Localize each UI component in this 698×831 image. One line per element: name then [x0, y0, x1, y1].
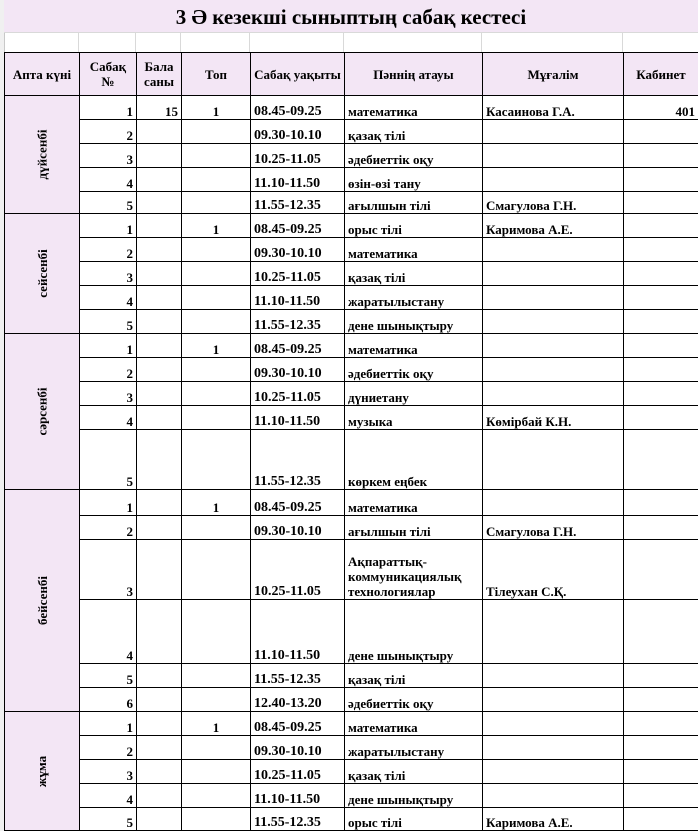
- lesson-no-cell[interactable]: 3: [80, 760, 137, 784]
- student-count-cell[interactable]: [137, 712, 182, 736]
- table-row: [5, 490, 698, 516]
- teacher-cell[interactable]: Каримова А.Е.: [483, 808, 624, 831]
- header-row: [5, 53, 698, 96]
- lesson-time-cell[interactable]: 11.10-11.50: [251, 600, 345, 664]
- group-cell[interactable]: [182, 784, 251, 808]
- subject-cell[interactable]: өзін-өзі тану: [345, 168, 483, 192]
- room-cell[interactable]: [624, 214, 698, 238]
- header-subject: Пәннің атауы: [345, 53, 483, 96]
- subject-cell[interactable]: дене шынықтыру: [345, 600, 483, 664]
- teacher-cell[interactable]: Тілеухан С.Қ.: [483, 540, 624, 600]
- table-row: [5, 192, 698, 214]
- header-student-count: Бала саны: [137, 53, 182, 96]
- teacher-cell[interactable]: [483, 238, 624, 262]
- student-count-cell[interactable]: [137, 120, 182, 144]
- lesson-no-cell[interactable]: 4: [80, 406, 137, 430]
- lesson-no-cell[interactable]: 2: [80, 516, 137, 540]
- schedule-table: [4, 52, 698, 831]
- student-count-cell[interactable]: [137, 286, 182, 310]
- teacher-cell[interactable]: Смагулова Г.Н.: [483, 192, 624, 214]
- room-cell[interactable]: [624, 168, 698, 192]
- student-count-cell[interactable]: [137, 358, 182, 382]
- lesson-no-cell[interactable]: 3: [80, 144, 137, 168]
- teacher-cell[interactable]: [483, 358, 624, 382]
- room-cell[interactable]: [624, 688, 698, 712]
- group-cell[interactable]: 1: [182, 490, 251, 516]
- group-cell[interactable]: [182, 262, 251, 286]
- header-lesson-no: Сабақ №: [80, 53, 137, 96]
- lesson-time-cell[interactable]: 09.30-10.10: [251, 120, 345, 144]
- table-row: [5, 736, 698, 760]
- lesson-time-cell[interactable]: 11.55-12.35: [251, 430, 345, 490]
- lesson-time-cell[interactable]: 11.55-12.35: [251, 664, 345, 688]
- teacher-cell[interactable]: [483, 168, 624, 192]
- teacher-cell[interactable]: [483, 688, 624, 712]
- day-label: жұма: [34, 755, 50, 787]
- lesson-no-cell[interactable]: 4: [80, 600, 137, 664]
- page-title: 3 Ә кезекші сыныптың сабақ кестесі: [4, 0, 698, 33]
- group-cell[interactable]: [182, 430, 251, 490]
- header-day: Апта күні: [5, 53, 80, 96]
- subject-cell[interactable]: қазақ тілі: [345, 664, 483, 688]
- table-row: [5, 516, 698, 540]
- lesson-time-cell[interactable]: 09.30-10.10: [251, 736, 345, 760]
- teacher-cell[interactable]: [483, 334, 624, 358]
- table-row: [5, 430, 698, 490]
- teacher-cell[interactable]: [483, 736, 624, 760]
- lesson-time-cell[interactable]: 10.25-11.05: [251, 540, 345, 600]
- group-cell[interactable]: 1: [182, 334, 251, 358]
- lesson-no-cell[interactable]: 1: [80, 96, 137, 120]
- lesson-time-cell[interactable]: 11.10-11.50: [251, 286, 345, 310]
- student-count-cell[interactable]: [137, 214, 182, 238]
- header-group: Топ: [182, 53, 251, 96]
- lesson-time-cell[interactable]: 12.40-13.20: [251, 688, 345, 712]
- header-teacher: Мұғалім: [483, 53, 624, 96]
- subject-cell[interactable]: дене шынықтыру: [345, 310, 483, 334]
- subject-cell[interactable]: қазақ тілі: [345, 120, 483, 144]
- group-cell[interactable]: 1: [182, 712, 251, 736]
- table-row: [5, 808, 698, 831]
- student-count-cell[interactable]: [137, 808, 182, 831]
- lesson-time-cell[interactable]: 10.25-11.05: [251, 144, 345, 168]
- room-cell[interactable]: [624, 600, 698, 664]
- lesson-no-cell[interactable]: 1: [80, 334, 137, 358]
- group-cell[interactable]: [182, 736, 251, 760]
- group-cell[interactable]: [182, 310, 251, 334]
- room-cell[interactable]: [624, 736, 698, 760]
- day-cell[interactable]: [5, 96, 80, 214]
- lesson-time-cell[interactable]: 11.10-11.50: [251, 784, 345, 808]
- header-lesson-time: Сабақ уақыты: [251, 53, 345, 96]
- day-cell[interactable]: [5, 334, 80, 490]
- lesson-time-cell[interactable]: 11.55-12.35: [251, 192, 345, 214]
- table-row: [5, 286, 698, 310]
- student-count-cell[interactable]: [137, 238, 182, 262]
- room-cell[interactable]: [624, 784, 698, 808]
- room-cell[interactable]: [624, 760, 698, 784]
- student-count-cell[interactable]: [137, 144, 182, 168]
- student-count-cell[interactable]: [137, 490, 182, 516]
- lesson-time-cell[interactable]: 09.30-10.10: [251, 516, 345, 540]
- room-cell[interactable]: [624, 120, 698, 144]
- lesson-no-cell[interactable]: 5: [80, 310, 137, 334]
- student-count-cell[interactable]: [137, 192, 182, 214]
- lesson-no-cell[interactable]: 4: [80, 168, 137, 192]
- room-cell[interactable]: [624, 540, 698, 600]
- room-cell[interactable]: [624, 144, 698, 168]
- student-count-cell[interactable]: [137, 600, 182, 664]
- teacher-cell[interactable]: [483, 310, 624, 334]
- day-cell[interactable]: [5, 712, 80, 831]
- lesson-no-cell[interactable]: 1: [80, 490, 137, 516]
- student-count-cell[interactable]: [137, 784, 182, 808]
- student-count-cell[interactable]: [137, 516, 182, 540]
- room-cell[interactable]: [624, 382, 698, 406]
- group-cell[interactable]: 1: [182, 214, 251, 238]
- room-cell[interactable]: [624, 664, 698, 688]
- group-cell[interactable]: [182, 664, 251, 688]
- table-row: [5, 214, 698, 238]
- room-cell[interactable]: [624, 712, 698, 736]
- table-row: [5, 760, 698, 784]
- lesson-time-cell[interactable]: 10.25-11.05: [251, 382, 345, 406]
- room-cell[interactable]: [624, 808, 698, 831]
- subject-cell[interactable]: математика: [345, 238, 483, 262]
- lesson-no-cell[interactable]: 5: [80, 664, 137, 688]
- room-cell[interactable]: [624, 406, 698, 430]
- table-row: [5, 382, 698, 406]
- group-cell[interactable]: 1: [182, 96, 251, 120]
- room-cell[interactable]: [624, 192, 698, 214]
- day-label: сәрсенбі: [34, 387, 50, 436]
- student-count-cell[interactable]: 15: [137, 96, 182, 120]
- lesson-time-cell[interactable]: 08.45-09.25: [251, 334, 345, 358]
- room-cell[interactable]: [624, 334, 698, 358]
- student-count-cell[interactable]: [137, 430, 182, 490]
- subject-cell[interactable]: орыс тілі: [345, 214, 483, 238]
- group-cell[interactable]: [182, 406, 251, 430]
- group-cell[interactable]: [182, 760, 251, 784]
- group-cell[interactable]: [182, 120, 251, 144]
- group-cell[interactable]: [182, 540, 251, 600]
- group-cell[interactable]: [182, 192, 251, 214]
- student-count-cell[interactable]: [137, 262, 182, 286]
- table-row: [5, 358, 698, 382]
- table-row: [5, 262, 698, 286]
- group-cell[interactable]: [182, 808, 251, 831]
- teacher-cell[interactable]: Смагулова Г.Н.: [483, 516, 624, 540]
- room-cell[interactable]: [624, 310, 698, 334]
- subject-cell[interactable]: дене шынықтыру: [345, 784, 483, 808]
- group-cell[interactable]: [182, 358, 251, 382]
- day-label: дүйсенбі: [34, 129, 50, 180]
- student-count-cell[interactable]: [137, 760, 182, 784]
- teacher-cell[interactable]: [483, 382, 624, 406]
- subject-cell[interactable]: әдебиеттік оқу: [345, 144, 483, 168]
- lesson-no-cell[interactable]: 4: [80, 784, 137, 808]
- subject-cell[interactable]: ағылшын тілі: [345, 516, 483, 540]
- day-label: сейсенбі: [34, 249, 50, 298]
- subject-cell[interactable]: математика: [345, 96, 483, 120]
- lesson-no-cell[interactable]: 1: [80, 214, 137, 238]
- subject-cell[interactable]: орыс тілі: [345, 808, 483, 831]
- teacher-cell[interactable]: Касаинова Г.А.: [483, 96, 624, 120]
- teacher-cell[interactable]: [483, 600, 624, 664]
- table-row: [5, 168, 698, 192]
- teacher-cell[interactable]: Каримова А.Е.: [483, 214, 624, 238]
- lesson-no-cell[interactable]: 5: [80, 808, 137, 831]
- group-cell[interactable]: [182, 286, 251, 310]
- room-cell[interactable]: [624, 238, 698, 262]
- student-count-cell[interactable]: [137, 540, 182, 600]
- teacher-cell[interactable]: Көмірбай К.Н.: [483, 406, 624, 430]
- lesson-no-cell[interactable]: 3: [80, 540, 137, 600]
- table-row: [5, 540, 698, 600]
- lesson-time-cell[interactable]: 08.45-09.25: [251, 712, 345, 736]
- table-row: [5, 688, 698, 712]
- subject-cell[interactable]: дүниетану: [345, 382, 483, 406]
- teacher-cell[interactable]: [483, 760, 624, 784]
- table-row: [5, 784, 698, 808]
- teacher-cell[interactable]: [483, 430, 624, 490]
- lesson-no-cell[interactable]: 6: [80, 688, 137, 712]
- lesson-time-cell[interactable]: 11.55-12.35: [251, 310, 345, 334]
- student-count-cell[interactable]: [137, 406, 182, 430]
- subject-cell[interactable]: математика: [345, 334, 483, 358]
- room-cell[interactable]: [624, 286, 698, 310]
- teacher-cell[interactable]: [483, 712, 624, 736]
- room-cell[interactable]: [624, 262, 698, 286]
- day-label: бейсенбі: [34, 576, 50, 625]
- subject-cell[interactable]: ағылшын тілі: [345, 192, 483, 214]
- room-cell[interactable]: 401: [624, 96, 698, 120]
- empty-row: [4, 33, 698, 52]
- group-cell[interactable]: [182, 144, 251, 168]
- subject-cell[interactable]: әдебиеттік оқу: [345, 688, 483, 712]
- student-count-cell[interactable]: [137, 736, 182, 760]
- lesson-time-cell[interactable]: 10.25-11.05: [251, 760, 345, 784]
- table-row: [5, 144, 698, 168]
- lesson-time-cell[interactable]: 08.45-09.25: [251, 214, 345, 238]
- lesson-no-cell[interactable]: 4: [80, 286, 137, 310]
- table-row: [5, 712, 698, 736]
- room-cell[interactable]: [624, 358, 698, 382]
- lesson-time-cell[interactable]: 10.25-11.05: [251, 262, 345, 286]
- room-cell[interactable]: [624, 490, 698, 516]
- day-cell[interactable]: [5, 490, 80, 712]
- subject-cell[interactable]: музыка: [345, 406, 483, 430]
- subject-cell[interactable]: Ақпараттық-коммуникациялық технологиялар: [345, 540, 483, 600]
- group-cell[interactable]: [182, 238, 251, 262]
- lesson-no-cell[interactable]: 1: [80, 712, 137, 736]
- group-cell[interactable]: [182, 600, 251, 664]
- subject-cell[interactable]: жаратылыстану: [345, 736, 483, 760]
- day-cell[interactable]: [5, 214, 80, 334]
- lesson-time-cell[interactable]: 08.45-09.25: [251, 490, 345, 516]
- subject-cell[interactable]: математика: [345, 712, 483, 736]
- teacher-cell[interactable]: [483, 784, 624, 808]
- table-row: [5, 664, 698, 688]
- room-cell[interactable]: [624, 430, 698, 490]
- student-count-cell[interactable]: [137, 664, 182, 688]
- subject-cell[interactable]: қазақ тілі: [345, 760, 483, 784]
- lesson-no-cell[interactable]: 5: [80, 192, 137, 214]
- group-cell[interactable]: [182, 382, 251, 406]
- lesson-no-cell[interactable]: 2: [80, 358, 137, 382]
- teacher-cell[interactable]: [483, 286, 624, 310]
- lesson-no-cell[interactable]: 2: [80, 736, 137, 760]
- student-count-cell[interactable]: [137, 382, 182, 406]
- lesson-time-cell[interactable]: 09.30-10.10: [251, 358, 345, 382]
- subject-cell[interactable]: қазақ тілі: [345, 262, 483, 286]
- teacher-cell[interactable]: [483, 490, 624, 516]
- lesson-no-cell[interactable]: 3: [80, 262, 137, 286]
- subject-cell[interactable]: жаратылыстану: [345, 286, 483, 310]
- group-cell[interactable]: [182, 516, 251, 540]
- table-row: [5, 600, 698, 664]
- student-count-cell[interactable]: [137, 334, 182, 358]
- lesson-no-cell[interactable]: 2: [80, 238, 137, 262]
- table-row: [5, 120, 698, 144]
- student-count-cell[interactable]: [137, 168, 182, 192]
- lesson-no-cell[interactable]: 2: [80, 120, 137, 144]
- group-cell[interactable]: [182, 168, 251, 192]
- student-count-cell[interactable]: [137, 688, 182, 712]
- group-cell[interactable]: [182, 688, 251, 712]
- lesson-time-cell[interactable]: 09.30-10.10: [251, 238, 345, 262]
- lesson-no-cell[interactable]: 5: [80, 430, 137, 490]
- header-room: Кабинет: [624, 53, 698, 96]
- student-count-cell[interactable]: [137, 310, 182, 334]
- subject-cell[interactable]: көркем еңбек: [345, 430, 483, 490]
- lesson-time-cell[interactable]: 08.45-09.25: [251, 96, 345, 120]
- table-row: [5, 310, 698, 334]
- teacher-cell[interactable]: [483, 262, 624, 286]
- table-row: [5, 96, 698, 120]
- lesson-time-cell[interactable]: 11.55-12.35: [251, 808, 345, 831]
- teacher-cell[interactable]: [483, 664, 624, 688]
- room-cell[interactable]: [624, 516, 698, 540]
- table-row: [5, 238, 698, 262]
- lesson-time-cell[interactable]: 11.10-11.50: [251, 406, 345, 430]
- teacher-cell[interactable]: [483, 120, 624, 144]
- teacher-cell[interactable]: [483, 144, 624, 168]
- subject-cell[interactable]: әдебиеттік оқу: [345, 358, 483, 382]
- table-row: [5, 406, 698, 430]
- subject-cell[interactable]: математика: [345, 490, 483, 516]
- lesson-time-cell[interactable]: 11.10-11.50: [251, 168, 345, 192]
- table-row: [5, 334, 698, 358]
- lesson-no-cell[interactable]: 3: [80, 382, 137, 406]
